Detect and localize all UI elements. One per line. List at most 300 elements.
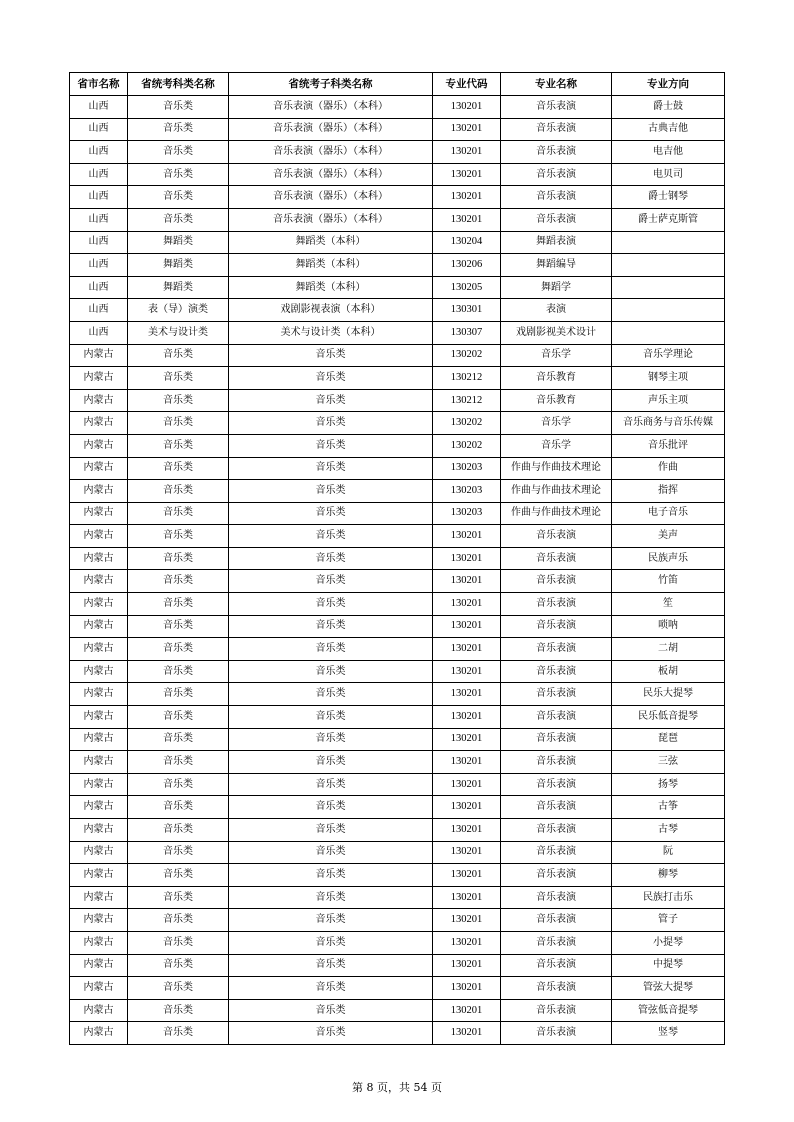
cell-exam-subcategory: 舞蹈类（本科） <box>229 276 433 299</box>
cell-major-code: 130201 <box>433 819 501 842</box>
cell-province: 内蒙古 <box>70 389 128 412</box>
cell-province: 内蒙古 <box>70 525 128 548</box>
cell-major-name: 音乐学 <box>501 412 612 435</box>
cell-major-name: 音乐表演 <box>501 660 612 683</box>
cell-major-name: 音乐学 <box>501 434 612 457</box>
table-row <box>70 412 725 435</box>
cell-exam-category: 音乐类 <box>128 954 229 977</box>
cell-major-code: 130201 <box>433 909 501 932</box>
cell-province: 山西 <box>70 96 128 119</box>
cell-exam-category: 音乐类 <box>128 547 229 570</box>
cell-major-name: 戏剧影视美术设计 <box>501 321 612 344</box>
cell-province: 内蒙古 <box>70 819 128 842</box>
cell-major-direction <box>612 321 725 344</box>
cell-exam-category: 音乐类 <box>128 773 229 796</box>
cell-exam-subcategory: 戏剧影视表演（本科） <box>229 299 433 322</box>
table-row <box>70 796 725 819</box>
cell-exam-subcategory: 音乐表演（器乐）（本科） <box>229 186 433 209</box>
table-header-row <box>70 73 725 96</box>
cell-exam-subcategory: 音乐类 <box>229 480 433 503</box>
table-row <box>70 457 725 480</box>
table-row <box>70 163 725 186</box>
cell-exam-subcategory: 音乐表演（器乐）（本科） <box>229 163 433 186</box>
cell-province: 内蒙古 <box>70 683 128 706</box>
cell-major-code: 130201 <box>433 141 501 164</box>
cell-major-direction: 指挥 <box>612 480 725 503</box>
table-row <box>70 683 725 706</box>
cell-major-name: 音乐表演 <box>501 570 612 593</box>
table-row <box>70 909 725 932</box>
cell-exam-subcategory: 美术与设计类（本科） <box>229 321 433 344</box>
cell-major-code: 130201 <box>433 841 501 864</box>
cell-province: 内蒙古 <box>70 977 128 1000</box>
cell-exam-subcategory: 音乐类 <box>229 502 433 525</box>
cell-exam-category: 音乐类 <box>128 999 229 1022</box>
header-major-code: 专业代码 <box>433 73 501 96</box>
cell-major-code: 130201 <box>433 615 501 638</box>
cell-major-direction: 钢琴主项 <box>612 367 725 390</box>
cell-exam-subcategory: 音乐类 <box>229 796 433 819</box>
cell-major-name: 作曲与作曲技术理论 <box>501 480 612 503</box>
cell-major-direction <box>612 231 725 254</box>
cell-major-code: 130202 <box>433 434 501 457</box>
header-exam-category: 省统考科类名称 <box>128 73 229 96</box>
table-row <box>70 525 725 548</box>
table-row <box>70 276 725 299</box>
cell-major-name: 音乐表演 <box>501 886 612 909</box>
cell-province: 内蒙古 <box>70 999 128 1022</box>
cell-exam-subcategory: 音乐表演（器乐）（本科） <box>229 96 433 119</box>
cell-major-code: 130201 <box>433 683 501 706</box>
cell-province: 内蒙古 <box>70 954 128 977</box>
cell-exam-subcategory: 音乐类 <box>229 344 433 367</box>
table-row <box>70 186 725 209</box>
cell-province: 内蒙古 <box>70 728 128 751</box>
cell-major-name: 音乐表演 <box>501 999 612 1022</box>
cell-exam-subcategory: 音乐类 <box>229 457 433 480</box>
cell-major-direction: 声乐主项 <box>612 389 725 412</box>
cell-major-direction: 电子音乐 <box>612 502 725 525</box>
cell-province: 内蒙古 <box>70 931 128 954</box>
cell-major-direction <box>612 276 725 299</box>
cell-exam-subcategory: 音乐类 <box>229 367 433 390</box>
cell-province: 内蒙古 <box>70 841 128 864</box>
header-province: 省市名称 <box>70 73 128 96</box>
cell-exam-category: 舞蹈类 <box>128 231 229 254</box>
cell-exam-subcategory: 音乐类 <box>229 593 433 616</box>
cell-major-name: 音乐教育 <box>501 389 612 412</box>
cell-major-direction: 爵士鼓 <box>612 96 725 119</box>
table-row <box>70 841 725 864</box>
cell-major-direction: 美声 <box>612 525 725 548</box>
cell-exam-subcategory: 音乐类 <box>229 615 433 638</box>
cell-exam-subcategory: 音乐类 <box>229 706 433 729</box>
table-row <box>70 321 725 344</box>
cell-province: 内蒙古 <box>70 751 128 774</box>
cell-exam-category: 音乐类 <box>128 660 229 683</box>
cell-major-direction: 民族打击乐 <box>612 886 725 909</box>
cell-major-name: 舞蹈编导 <box>501 254 612 277</box>
cell-major-direction: 管弦大提琴 <box>612 977 725 1000</box>
table-row <box>70 1022 725 1045</box>
cell-major-name: 音乐表演 <box>501 547 612 570</box>
cell-exam-subcategory: 舞蹈类（本科） <box>229 231 433 254</box>
cell-major-name: 音乐表演 <box>501 615 612 638</box>
cell-major-name: 音乐表演 <box>501 638 612 661</box>
cell-major-code: 130201 <box>433 525 501 548</box>
cell-province: 内蒙古 <box>70 660 128 683</box>
cell-major-name: 音乐表演 <box>501 931 612 954</box>
cell-province: 内蒙古 <box>70 434 128 457</box>
cell-major-code: 130201 <box>433 954 501 977</box>
cell-major-code: 130201 <box>433 751 501 774</box>
cell-exam-category: 音乐类 <box>128 931 229 954</box>
cell-province: 内蒙古 <box>70 886 128 909</box>
cell-major-name: 音乐表演 <box>501 118 612 141</box>
cell-major-code: 130201 <box>433 864 501 887</box>
table-body <box>70 96 725 1045</box>
cell-major-direction: 古典吉他 <box>612 118 725 141</box>
cell-exam-subcategory: 音乐类 <box>229 434 433 457</box>
cell-exam-category: 音乐类 <box>128 367 229 390</box>
cell-exam-category: 音乐类 <box>128 886 229 909</box>
cell-exam-subcategory: 音乐类 <box>229 977 433 1000</box>
header-exam-subcategory: 省统考子科类名称 <box>229 73 433 96</box>
cell-major-direction: 古筝 <box>612 796 725 819</box>
cell-exam-subcategory: 音乐类 <box>229 841 433 864</box>
cell-exam-category: 音乐类 <box>128 163 229 186</box>
cell-exam-category: 舞蹈类 <box>128 254 229 277</box>
cell-major-name: 音乐教育 <box>501 367 612 390</box>
table-row <box>70 977 725 1000</box>
cell-major-code: 130201 <box>433 706 501 729</box>
table-row <box>70 773 725 796</box>
cell-major-code: 130205 <box>433 276 501 299</box>
cell-major-name: 舞蹈学 <box>501 276 612 299</box>
cell-exam-category: 音乐类 <box>128 841 229 864</box>
cell-major-name: 音乐表演 <box>501 864 612 887</box>
cell-major-name: 音乐表演 <box>501 208 612 231</box>
table-row <box>70 886 725 909</box>
cell-exam-category: 音乐类 <box>128 344 229 367</box>
cell-exam-subcategory: 音乐类 <box>229 570 433 593</box>
cell-major-name: 音乐表演 <box>501 141 612 164</box>
cell-exam-category: 音乐类 <box>128 480 229 503</box>
cell-major-name: 音乐表演 <box>501 954 612 977</box>
cell-exam-subcategory: 音乐表演（器乐）（本科） <box>229 208 433 231</box>
cell-major-direction: 三弦 <box>612 751 725 774</box>
cell-major-code: 130201 <box>433 728 501 751</box>
cell-exam-category: 音乐类 <box>128 186 229 209</box>
cell-exam-subcategory: 音乐类 <box>229 683 433 706</box>
cell-exam-category: 舞蹈类 <box>128 276 229 299</box>
cell-major-name: 音乐表演 <box>501 841 612 864</box>
cell-major-code: 130206 <box>433 254 501 277</box>
cell-major-direction: 民乐大提琴 <box>612 683 725 706</box>
table-row <box>70 231 725 254</box>
cell-major-direction: 竹笛 <box>612 570 725 593</box>
cell-exam-category: 音乐类 <box>128 208 229 231</box>
cell-major-name: 音乐表演 <box>501 773 612 796</box>
cell-major-direction: 竖琴 <box>612 1022 725 1045</box>
cell-exam-category: 音乐类 <box>128 638 229 661</box>
cell-province: 山西 <box>70 231 128 254</box>
cell-major-code: 130201 <box>433 208 501 231</box>
cell-major-name: 音乐表演 <box>501 683 612 706</box>
cell-exam-category: 音乐类 <box>128 593 229 616</box>
cell-major-direction <box>612 254 725 277</box>
cell-province: 山西 <box>70 163 128 186</box>
cell-major-name: 音乐表演 <box>501 163 612 186</box>
cell-major-name: 音乐表演 <box>501 1022 612 1045</box>
cell-exam-subcategory: 音乐类 <box>229 638 433 661</box>
cell-province: 山西 <box>70 186 128 209</box>
table-row <box>70 502 725 525</box>
cell-exam-subcategory: 音乐类 <box>229 1022 433 1045</box>
cell-exam-subcategory: 音乐类 <box>229 525 433 548</box>
table-row <box>70 954 725 977</box>
cell-major-code: 130203 <box>433 480 501 503</box>
table-row <box>70 299 725 322</box>
cell-major-code: 130201 <box>433 796 501 819</box>
cell-exam-category: 音乐类 <box>128 796 229 819</box>
cell-exam-category: 音乐类 <box>128 819 229 842</box>
cell-major-direction: 作曲 <box>612 457 725 480</box>
cell-major-direction: 扬琴 <box>612 773 725 796</box>
cell-exam-subcategory: 音乐类 <box>229 412 433 435</box>
table-row <box>70 638 725 661</box>
cell-exam-category: 音乐类 <box>128 141 229 164</box>
table-row <box>70 547 725 570</box>
cell-exam-subcategory: 音乐类 <box>229 819 433 842</box>
cell-major-code: 130201 <box>433 931 501 954</box>
cell-major-code: 130201 <box>433 999 501 1022</box>
cell-province: 山西 <box>70 208 128 231</box>
cell-exam-category: 音乐类 <box>128 728 229 751</box>
cell-exam-subcategory: 音乐类 <box>229 773 433 796</box>
cell-exam-subcategory: 音乐类 <box>229 931 433 954</box>
cell-exam-subcategory: 音乐类 <box>229 751 433 774</box>
cell-exam-subcategory: 音乐类 <box>229 728 433 751</box>
cell-province: 内蒙古 <box>70 615 128 638</box>
cell-exam-category: 音乐类 <box>128 412 229 435</box>
cell-province: 内蒙古 <box>70 706 128 729</box>
table-row <box>70 819 725 842</box>
table-row <box>70 367 725 390</box>
cell-major-name: 音乐表演 <box>501 796 612 819</box>
cell-major-direction: 爵士萨克斯管 <box>612 208 725 231</box>
cell-exam-category: 音乐类 <box>128 434 229 457</box>
cell-exam-subcategory: 舞蹈类（本科） <box>229 254 433 277</box>
table-row <box>70 706 725 729</box>
table-row <box>70 480 725 503</box>
cell-major-name: 音乐表演 <box>501 819 612 842</box>
table-row <box>70 615 725 638</box>
cell-province: 内蒙古 <box>70 502 128 525</box>
cell-major-name: 表演 <box>501 299 612 322</box>
table-row <box>70 864 725 887</box>
cell-major-code: 130201 <box>433 163 501 186</box>
cell-exam-subcategory: 音乐类 <box>229 886 433 909</box>
cell-province: 内蒙古 <box>70 638 128 661</box>
cell-major-code: 130201 <box>433 96 501 119</box>
cell-major-name: 舞蹈表演 <box>501 231 612 254</box>
cell-major-code: 130201 <box>433 1022 501 1045</box>
cell-exam-subcategory: 音乐类 <box>229 909 433 932</box>
cell-major-direction: 管弦低音提琴 <box>612 999 725 1022</box>
cell-major-direction: 琵琶 <box>612 728 725 751</box>
cell-province: 内蒙古 <box>70 593 128 616</box>
cell-major-code: 130202 <box>433 412 501 435</box>
cell-exam-category: 音乐类 <box>128 457 229 480</box>
cell-province: 山西 <box>70 141 128 164</box>
cell-major-name: 音乐表演 <box>501 525 612 548</box>
table-row <box>70 593 725 616</box>
cell-exam-category: 音乐类 <box>128 909 229 932</box>
cell-major-direction: 笙 <box>612 593 725 616</box>
cell-major-code: 130201 <box>433 773 501 796</box>
cell-province: 内蒙古 <box>70 570 128 593</box>
table-row <box>70 389 725 412</box>
cell-province: 内蒙古 <box>70 864 128 887</box>
cell-major-code: 130201 <box>433 638 501 661</box>
table-row <box>70 570 725 593</box>
cell-major-name: 作曲与作曲技术理论 <box>501 502 612 525</box>
cell-major-name: 音乐表演 <box>501 96 612 119</box>
cell-major-direction: 柳琴 <box>612 864 725 887</box>
header-major-direction: 专业方向 <box>612 73 725 96</box>
cell-major-code: 130201 <box>433 977 501 1000</box>
cell-major-direction: 中提琴 <box>612 954 725 977</box>
cell-major-direction: 电贝司 <box>612 163 725 186</box>
cell-major-direction: 管子 <box>612 909 725 932</box>
major-table <box>69 72 725 1045</box>
cell-major-code: 130203 <box>433 457 501 480</box>
cell-exam-category: 音乐类 <box>128 525 229 548</box>
cell-exam-subcategory: 音乐类 <box>229 954 433 977</box>
cell-major-code: 130212 <box>433 389 501 412</box>
cell-major-direction: 阮 <box>612 841 725 864</box>
cell-exam-subcategory: 音乐类 <box>229 660 433 683</box>
cell-major-code: 130201 <box>433 593 501 616</box>
table-row <box>70 208 725 231</box>
cell-province: 内蒙古 <box>70 547 128 570</box>
table-row <box>70 931 725 954</box>
cell-province: 山西 <box>70 254 128 277</box>
cell-province: 内蒙古 <box>70 480 128 503</box>
cell-major-name: 音乐表演 <box>501 909 612 932</box>
cell-exam-category: 音乐类 <box>128 977 229 1000</box>
table-row <box>70 999 725 1022</box>
cell-major-code: 130201 <box>433 886 501 909</box>
cell-major-direction: 音乐批评 <box>612 434 725 457</box>
cell-exam-category: 音乐类 <box>128 683 229 706</box>
cell-province: 山西 <box>70 321 128 344</box>
table-row <box>70 344 725 367</box>
cell-exam-category: 音乐类 <box>128 118 229 141</box>
page-footer: 第 8 页，共 54 页 <box>352 1081 442 1094</box>
cell-major-direction: 板胡 <box>612 660 725 683</box>
cell-major-direction: 电吉他 <box>612 141 725 164</box>
cell-exam-category: 表（导）演类 <box>128 299 229 322</box>
cell-major-direction: 古琴 <box>612 819 725 842</box>
cell-major-code: 130203 <box>433 502 501 525</box>
cell-major-name: 音乐表演 <box>501 728 612 751</box>
table-row <box>70 96 725 119</box>
cell-exam-subcategory: 音乐类 <box>229 999 433 1022</box>
cell-major-direction: 民乐低音提琴 <box>612 706 725 729</box>
cell-exam-category: 音乐类 <box>128 751 229 774</box>
cell-major-direction: 民族声乐 <box>612 547 725 570</box>
cell-major-direction: 爵士钢琴 <box>612 186 725 209</box>
cell-exam-category: 音乐类 <box>128 706 229 729</box>
table-row <box>70 254 725 277</box>
cell-province: 山西 <box>70 276 128 299</box>
table-row <box>70 118 725 141</box>
table-row <box>70 751 725 774</box>
cell-province: 内蒙古 <box>70 773 128 796</box>
cell-province: 内蒙古 <box>70 344 128 367</box>
cell-exam-category: 音乐类 <box>128 1022 229 1045</box>
cell-major-direction: 唢呐 <box>612 615 725 638</box>
cell-major-direction: 二胡 <box>612 638 725 661</box>
cell-province: 内蒙古 <box>70 909 128 932</box>
cell-major-name: 作曲与作曲技术理论 <box>501 457 612 480</box>
cell-major-name: 音乐表演 <box>501 186 612 209</box>
cell-province: 山西 <box>70 299 128 322</box>
cell-major-name: 音乐表演 <box>501 751 612 774</box>
cell-major-code: 130301 <box>433 299 501 322</box>
table-row <box>70 141 725 164</box>
cell-exam-category: 音乐类 <box>128 389 229 412</box>
cell-major-code: 130201 <box>433 660 501 683</box>
document-page <box>69 72 724 1045</box>
cell-exam-category: 音乐类 <box>128 502 229 525</box>
header-major-name: 专业名称 <box>501 73 612 96</box>
table-row <box>70 728 725 751</box>
cell-exam-category: 音乐类 <box>128 96 229 119</box>
cell-exam-subcategory: 音乐表演（器乐）（本科） <box>229 141 433 164</box>
cell-major-direction: 音乐学理论 <box>612 344 725 367</box>
cell-major-direction: 音乐商务与音乐传媒 <box>612 412 725 435</box>
cell-major-code: 130201 <box>433 570 501 593</box>
cell-major-name: 音乐表演 <box>501 593 612 616</box>
cell-province: 内蒙古 <box>70 367 128 390</box>
cell-major-code: 130204 <box>433 231 501 254</box>
cell-major-name: 音乐表演 <box>501 706 612 729</box>
cell-exam-category: 美术与设计类 <box>128 321 229 344</box>
cell-major-direction: 小提琴 <box>612 931 725 954</box>
cell-exam-subcategory: 音乐类 <box>229 864 433 887</box>
cell-major-name: 音乐表演 <box>501 977 612 1000</box>
cell-major-code: 130201 <box>433 547 501 570</box>
cell-exam-subcategory: 音乐类 <box>229 547 433 570</box>
cell-province: 山西 <box>70 118 128 141</box>
cell-exam-category: 音乐类 <box>128 615 229 638</box>
cell-province: 内蒙古 <box>70 1022 128 1045</box>
cell-exam-subcategory: 音乐表演（器乐）（本科） <box>229 118 433 141</box>
cell-province: 内蒙古 <box>70 412 128 435</box>
cell-major-code: 130201 <box>433 186 501 209</box>
table-row <box>70 434 725 457</box>
cell-major-direction <box>612 299 725 322</box>
cell-exam-subcategory: 音乐类 <box>229 389 433 412</box>
cell-province: 内蒙古 <box>70 796 128 819</box>
cell-major-code: 130202 <box>433 344 501 367</box>
cell-exam-category: 音乐类 <box>128 864 229 887</box>
cell-major-code: 130201 <box>433 118 501 141</box>
cell-major-code: 130212 <box>433 367 501 390</box>
